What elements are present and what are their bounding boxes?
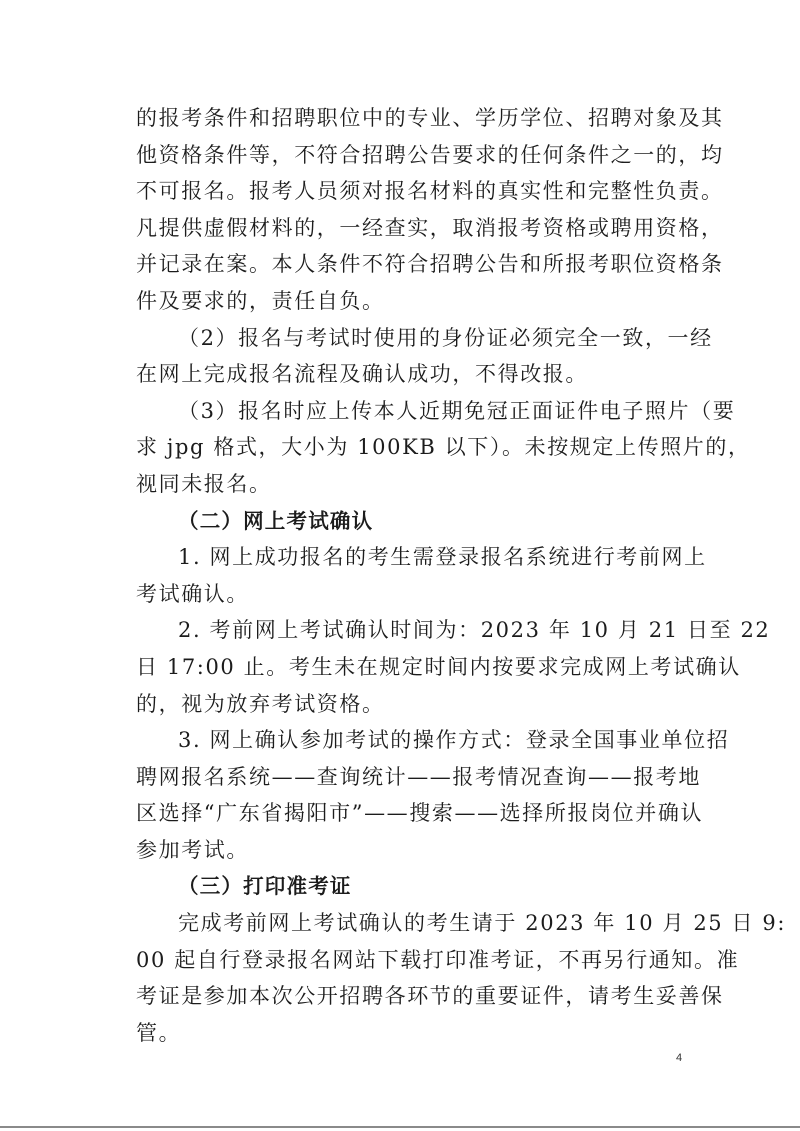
text-line: 1. 网上成功报名的考生需登录报名系统进行考前网上	[178, 545, 707, 570]
text-line: 他资格条件等，不符合招聘公告要求的任何条件之一的，均	[136, 142, 724, 167]
text-line: 区选择“广东省揭阳市”——搜索——选择所报岗位并确认	[136, 801, 704, 826]
text-line: 并记录在案。本人条件不符合招聘公告和所报考职位资格条	[136, 252, 724, 277]
section-heading: （三）打印准考证	[178, 874, 352, 899]
text-line: 参加考试。	[136, 837, 249, 862]
text-line: 完成考前网上考试确认的考生请于 2023 年 10 月 25 日 9:	[178, 911, 787, 936]
text-line: 聘网报名系统——查询统计——报考情况查询——报考地	[136, 764, 701, 789]
text-line: 考试确认。	[136, 581, 249, 606]
text-line: 件及要求的，责任自负。	[136, 288, 385, 313]
text-line: 日 17:00 止。考生未在规定时间内按要求完成网上考试确认	[136, 654, 741, 679]
text-line: 管。	[136, 1020, 182, 1045]
text-line: 2. 考前网上考试确认时间为：2023 年 10 月 21 日至 22	[178, 618, 771, 643]
text-line: （3）报名时应上传本人近期免冠正面证件电子照片（要	[178, 398, 736, 423]
text-line: 在网上完成报名流程及确认成功，不得改报。	[136, 362, 588, 387]
text-line: 的，视为放弃考试资格。	[136, 691, 385, 716]
text-line: 不可报名。报考人员须对报名材料的真实性和完整性负责。	[136, 179, 724, 204]
text-line: 凡提供虚假材料的，一经查实，取消报考资格或聘用资格，	[136, 215, 724, 240]
text-line: 00 起自行登录报名网站下载打印准考证，不再另行通知。准	[136, 947, 740, 972]
text-line: （2）报名与考试时使用的身份证必须完全一致，一经	[178, 325, 713, 350]
section-heading: （二）网上考试确认	[178, 508, 374, 533]
text-line: 求 jpg 格式，大小为 100KB 以下）。未按规定上传照片的，	[136, 435, 751, 460]
page-number: 4	[676, 1052, 683, 1064]
text-line: 视同未报名。	[136, 471, 272, 496]
text-line: 考证是参加本次公开招聘各环节的重要证件，请考生妥善保	[136, 984, 724, 1009]
text-line: 的报考条件和招聘职位中的专业、学历学位、招聘对象及其	[136, 106, 724, 130]
text-line: 3. 网上确认参加考试的操作方式：登录全国事业单位招	[178, 728, 730, 753]
document-body	[136, 100, 787, 1051]
scan-edge-line	[0, 1126, 800, 1128]
